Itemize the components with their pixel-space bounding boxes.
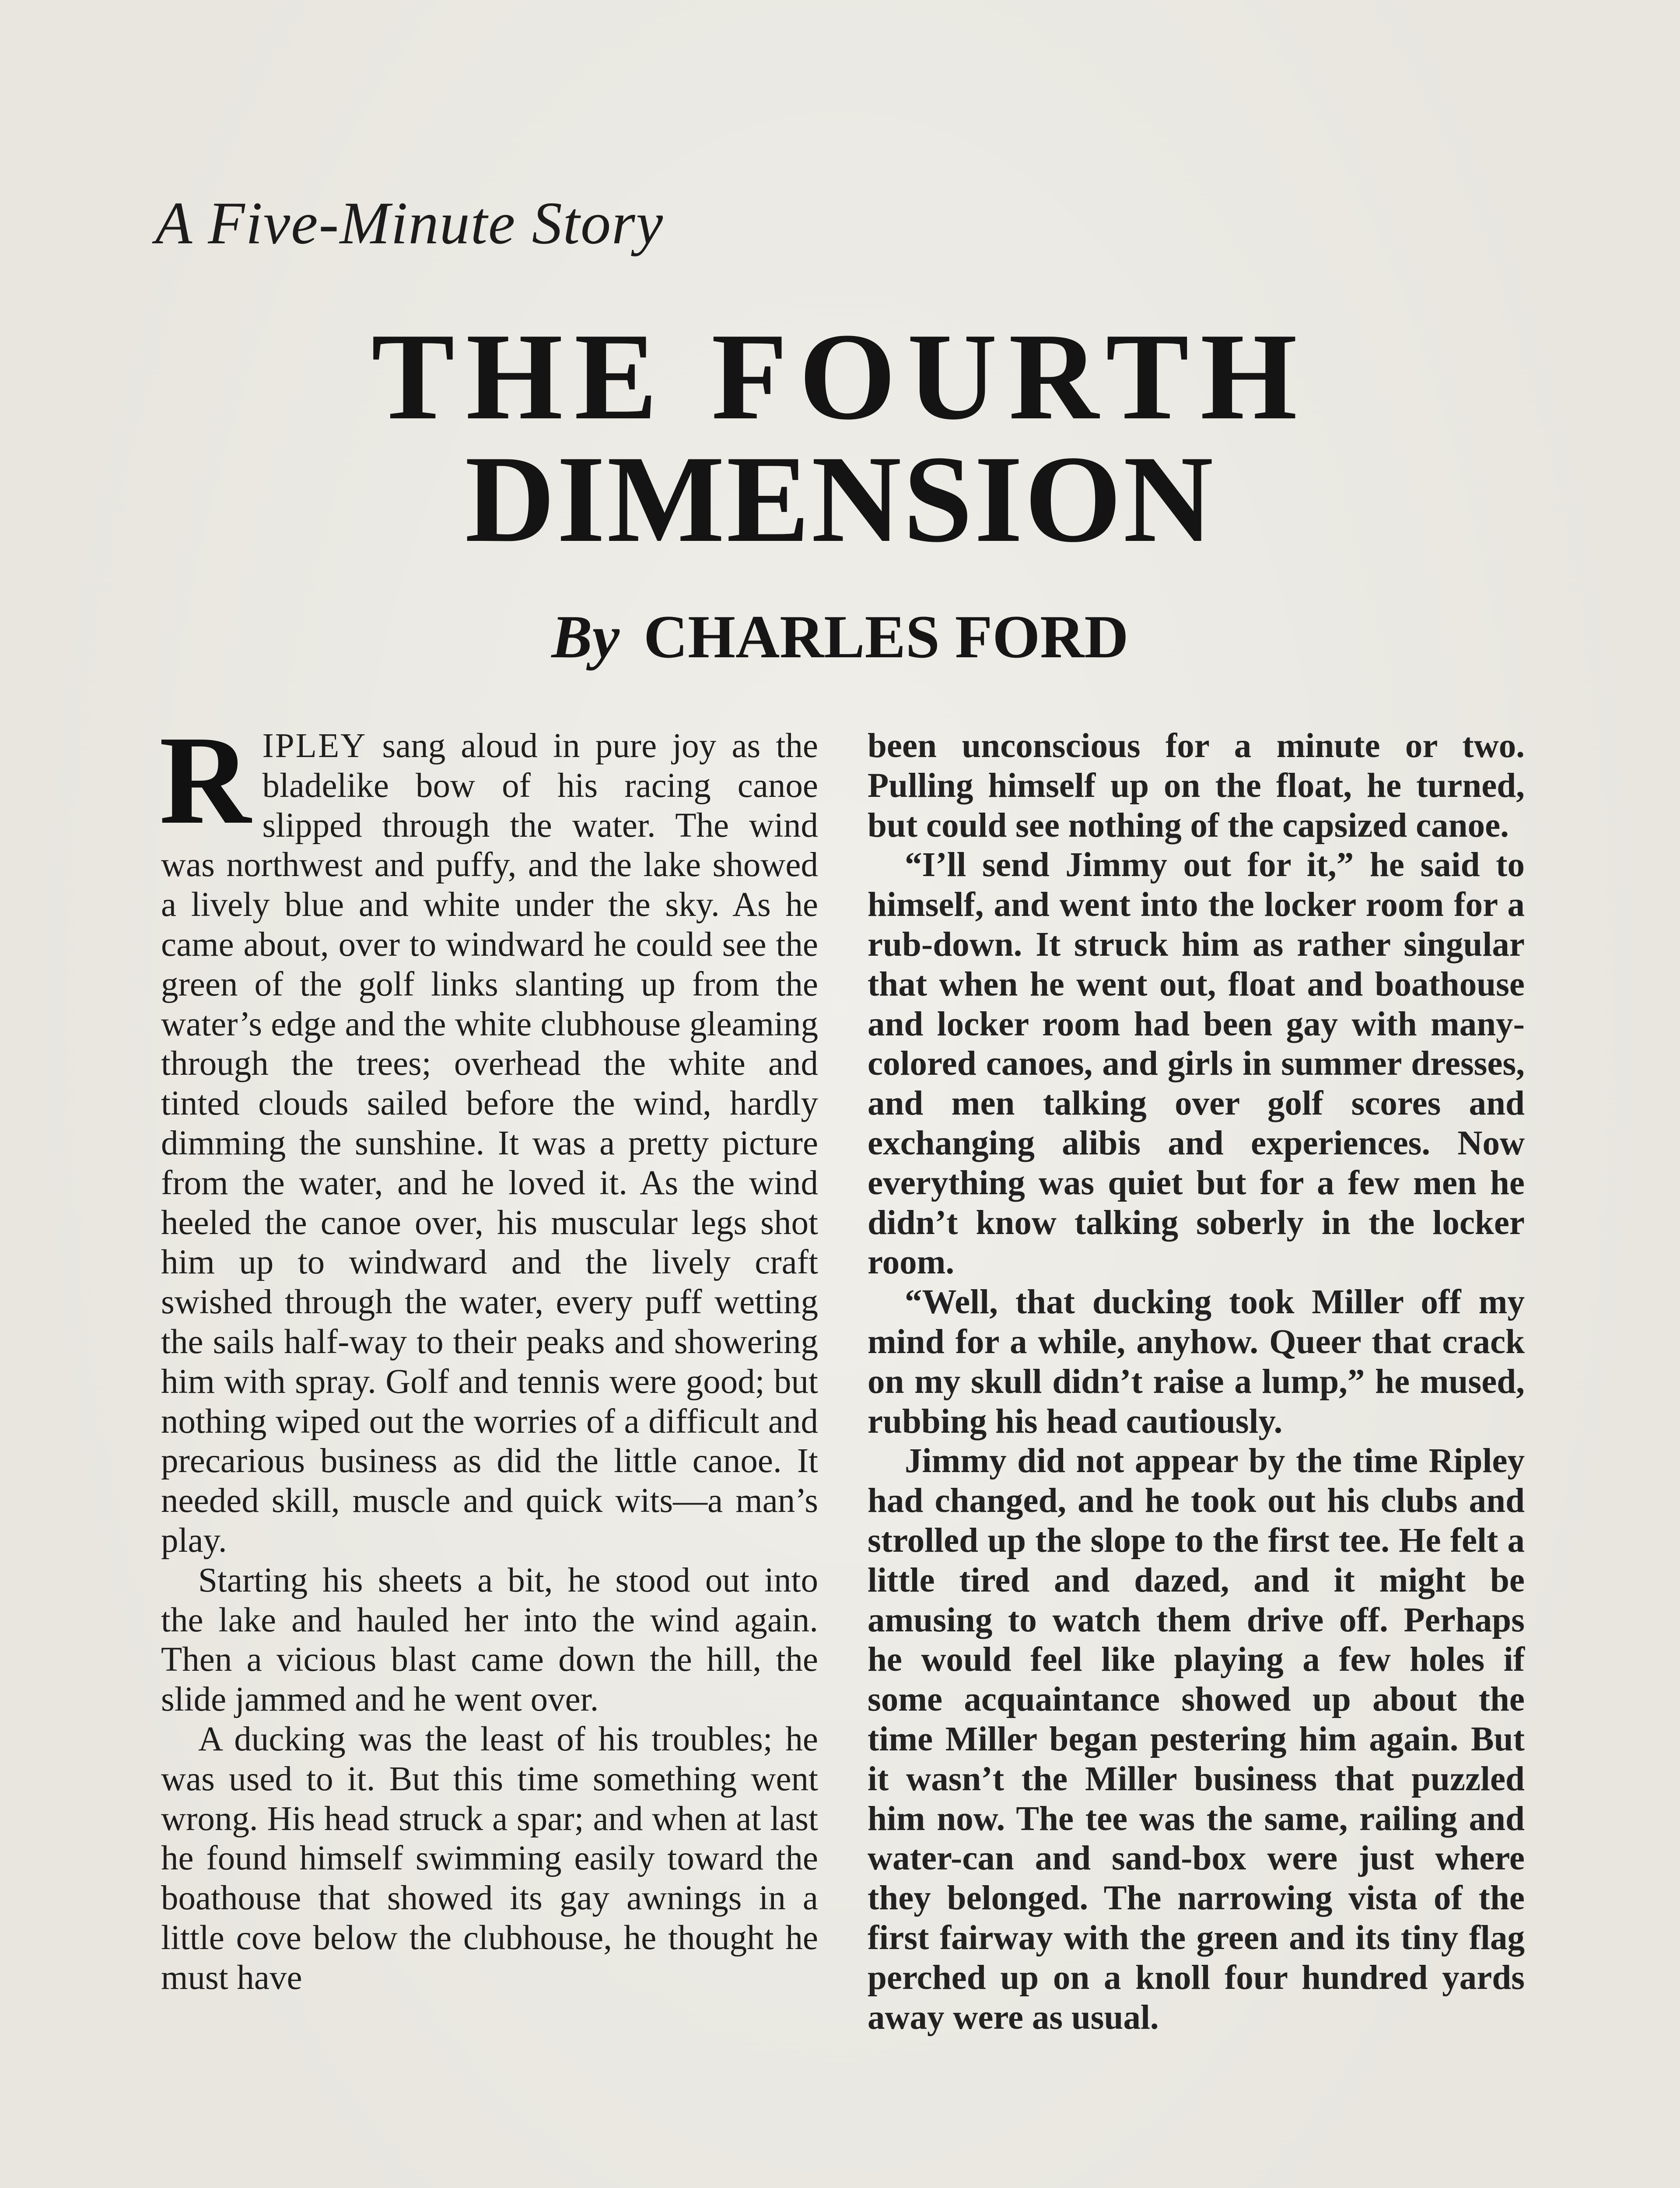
right-paragraph-4: Jimmy did not appear by the time Ripley had changed, and he took out his clubs and strolled up the slope to the first tee. He felt a little tired and dazed, and it might be amusing to watch them drive off. Perhaps he would feel like playing a few holes if some acquaintance showed up about the time Miller began pestering him again. But it wasn’t the Miller business that puzzled him now. The tee was the same, railing and water-can and sand-box were just where they belonged. The narrowing vista of the first fairway with the green and its tiny flag perched up on a knoll four hundred yards away were as usual. — [868, 1442, 1525, 2037]
right-column — [868, 726, 1525, 2037]
left-paragraph-1 — [159, 710, 818, 1561]
left-paragraph-3: A ducking was the least of his troubles; he was used to it. But this time something went wrong. His head struck a spar; and when at last he found himself swimming easily toward the boathouse that showed its gay awnings in a little cove below the clubhouse, he thought he must have — [161, 1720, 818, 1997]
right-paragraph-1: been unconscious for a minute or two. Pulling himself up on the float, he turned, but could see nothing of the capsized canoe. — [868, 727, 1525, 845]
lead-caps: IPLEY — [262, 727, 367, 765]
drop-cap: R — [159, 710, 251, 850]
right-paragraph-2: “I’ll send Jimmy out for it,” he said to himself, and went into the locker room for a rub-down. It struck him as rather singular that when he went out, float and boathouse and locker room had been gay with many-colored canoes, and girls in summer dresses, and men talking over golf scores and exchanging alibis and experiences. Now everything was quiet but for a few men he didn’t know talking soberly in the locker room. — [868, 846, 1525, 1282]
byline-by: By — [551, 603, 620, 671]
story-title — [0, 307, 1680, 568]
author-name: CHARLES FORD — [644, 603, 1129, 671]
story-kicker: A Five-Minute Story — [155, 189, 664, 256]
title-line-2: DIMENSION — [465, 430, 1215, 568]
right-paragraph-3: “Well, that ducking took Miller off my mind for a while, anyhow. Queer that crack on my skull didn’t raise a lump,” he mused, rubbing his head cautiously. — [868, 1283, 1525, 1441]
title-line-1: THE FOURTH — [371, 307, 1309, 445]
byline — [0, 602, 1680, 672]
left-paragraph-1-text: sang aloud in pure joy as the bladelike bow of his racing canoe slipped through the water. The wind was northwest and puffy, and the lake showed a lively blue and white under the sky. As he came about, over to windward he could see the green of the golf links slanting up from the water’s edge and the white clubhouse gleaming through the trees; overhead the white and tinted clouds sailed before the wind, hardly dimming the sunshine. It was a pretty picture from the water, and he loved it. As the wind heeled the canoe over, his muscular legs shot him up to windward and the lively craft swished through the water, every puff wetting the sails half-way to their peaks and showering him with spray. Golf and tennis were good; but nothing wiped out the worries of a difficult and precarious business as did the little canoe. It needed skill, muscle and quick wits—a man’s play. — [161, 727, 818, 1560]
left-paragraph-2: Starting his sheets a bit, he stood out into the lake and hauled her into the wind again. Then a vicious blast came down the hill, the slide jammed and he went over. — [161, 1561, 818, 1719]
left-column — [159, 710, 818, 1998]
